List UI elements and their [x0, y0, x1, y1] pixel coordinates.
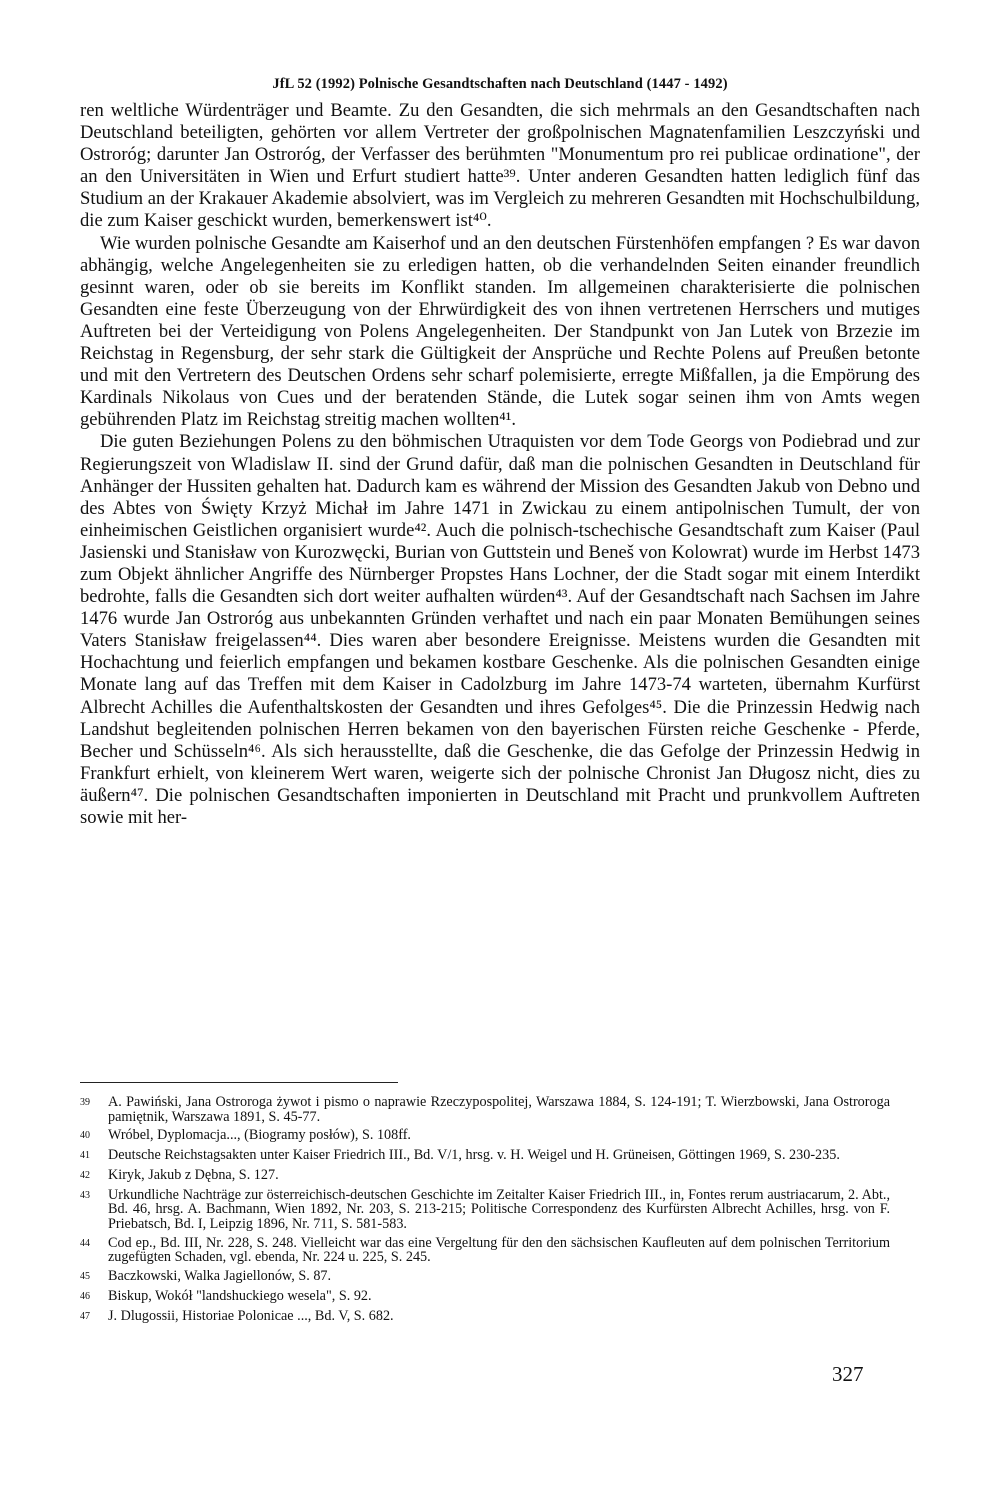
footnote	[80, 1128, 890, 1144]
footnote-text: Urkundliche Nachträge zur österreichisch-deutschen Geschichte im Zeitalter Kaiser Friedrich III., in, Fontes rerum austriacarum, 2. Abt., Bd. 46, hrsg. A. Bachmann, Wien 1892, Nr. 203, S. 213-215; Politische Correspondenz des Kurfürsten Albrecht Achilles, hrsg. von F. Priebatsch, Bd. I, Leipzig 1896, Nr. 711, S. 581-583.	[108, 1186, 890, 1232]
footnote-number: 41	[80, 1150, 90, 1162]
footnote	[80, 1188, 890, 1232]
footnote	[80, 1269, 890, 1285]
footnote	[80, 1289, 890, 1305]
footnote-separator	[80, 1082, 398, 1083]
footnote-number: 47	[80, 1310, 90, 1322]
footnote-number: 39	[80, 1097, 90, 1108]
footnote-text: Kiryk, Jakub z Dębna, S. 127.	[108, 1166, 279, 1183]
footnote-number: 44	[80, 1237, 90, 1249]
footnote	[80, 1236, 890, 1265]
footnote	[80, 1168, 890, 1184]
footnote-number: 46	[80, 1290, 90, 1302]
footnote-text: J. Dlugossii, Historiae Polonicae ..., Bd. V, S. 682.	[108, 1307, 394, 1324]
footnote	[80, 1095, 890, 1124]
footnote-text: Deutsche Reichstagsakten unter Kaiser Friedrich III., Bd. V/1, hrsg. v. H. Weigel und H. Grüneisen, Göttingen 1969, S. 230-235.	[108, 1147, 840, 1164]
main-text	[80, 100, 920, 829]
footnote-text: Baczkowski, Walka Jagiellonów, S. 87.	[108, 1268, 332, 1285]
footnote-text: Wróbel, Dyplomacja..., (Biogramy posłów), S. 108ff.	[108, 1127, 411, 1144]
paragraph: ren weltliche Würdenträger und Beamte. Zu den Gesandten, die sich mehrmals an den Gesandtschaften nach Deutschland beteiligten, gehörten vor allem Vertreter der großpolnischen Magnatenfamilien Leszczyński und Ostroróg; darunter Jan Ostroróg, der Verfasser des berühmten "Monumentum pro rei publicae ordinatione", der an den Universitäten in Wien und Erfurt studiert hatte³⁹. Unter anderen Gesandten hatten lediglich fünf das Studium an der Krakauer Akademie absolviert, was im Vergleich zu mehreren Gesandten mit Hochschulbildung, die zum Kaiser geschickt wurden, bemerkenswert ist⁴⁰.	[80, 100, 920, 232]
footnote	[80, 1148, 890, 1164]
footnotes	[80, 1095, 890, 1328]
paragraph: Wie wurden polnische Gesandte am Kaiserhof und an den deutschen Fürstenhöfen empfangen ? Es war davon abhängig, welche Angelegenheiten sie zu erledigen hatten, ob die verhandelnden Seiten einander freundlich gesinnt waren, oder ob sie bereits im Konflikt standen. Im allgemeinen charakterisierte die polnischen Gesandten eine feste Überzeugung von der Ehrwürdigkeit des von ihnen vertretenen Herrschers und mutiges Auftreten bei der Verteidigung von Polens Angelegenheiten. Der Standpunkt von Jan Lutek von Brzezie im Reichstag in Regensburg, der sehr stark die Gültigkeit der Ansprüche und Rechte Polens auf Preußen betonte und mit den Vertretern des Deutschen Ordens sehr scharf polemisierte, erregte Mißfallen, ja die Empörung des Kardinals Nikolaus von Cues und der beratenden Stände, die Lutek sogar seinen ihm von Amts wegen gebührenden Platz im Reichstag streitig machen wollten⁴¹.	[80, 232, 920, 431]
running-head: JfL 52 (1992) Polnische Gesandtschaften nach Deutschland (1447 - 1492)	[272, 76, 728, 92]
paragraph: Die guten Beziehungen Polens zu den böhmischen Utraquisten vor dem Tode Georgs von Podiebrad und zur Regierungszeit von Wladislaw II. sind der Grund dafür, daß man die polnischen Gesandten in Deutschland für Anhänger der Hussiten gehalten hat. Dadurch kam es während der Mission des Gesandten Jakub von Debno und des Abtes von Święty Krzyż Michał im Jahre 1471 in Zwickau zu einem antipolnischen Tumult, der von einheimischen Geistlichen organisiert wurde⁴². Auch die polnisch-tschechische Gesandtschaft zum Kaiser (Paul Jasienski und Stanisław von Kurozwęcki, Burian von Guttstein und Beneš von Kolowrat) wurde im Herbst 1473 zum Objekt ähnlicher Angriffe des Nürnberger Propstes Hans Lochner, der die Stadt sogar mit einem Interdikt bedrohte, falls die Gesandten sich dort weiter aufhalten würden⁴³. Auf der Gesandtschaft nach Sachsen im Jahre 1476 wurde Jan Ostroróg aus unbekannten Gründen verhaftet und nach ein paar Monaten Bemühungen seines Vaters Stanisław freigelassen⁴⁴. Dies waren aber besondere Ereignisse. Meistens wurden die Gesandten mit Hochachtung und feierlich empfangen und bekamen kostbare Geschenke. Als die polnischen Gesandten einige Monate lang auf das Treffen mit dem Kaiser in Cadolzburg im Jahre 1473-74 warteten, übernahm Kurfürst Albrecht Achilles die Aufenthaltskosten der Gesandten und ihres Gefolges⁴⁵. Die die Prinzessin Hedwig nach Landshut begleitenden polnischen Herren bekamen von den bayerischen Fürsten reiche Geschenke - Pferde, Becher und Schüsseln⁴⁶. Als sich herausstellte, daß die Geschenke, die das Gefolge der Prinzessin Hedwig in Frankfurt erhielt, von kleinerem Wert waren, weigerte sich der polnische Chronist Jan Długosz nicht, dies zu äußern⁴⁷. Die polnischen Gesandtschaften imponierten in Deutschland mit Pracht und prunkvollem Auftreten sowie mit her-	[80, 431, 920, 828]
footnote-number: 45	[80, 1271, 90, 1283]
footnote-number: 43	[80, 1189, 90, 1201]
footnote	[80, 1309, 890, 1325]
page-number: 327	[832, 1362, 864, 1386]
footnote-number: 42	[80, 1169, 90, 1181]
footnote-text: Cod ep., Bd. III, Nr. 228, S. 248. Vielleicht war das eine Vergeltung für den den sächsischen Kaufleuten auf dem polnischen Territorium zugefügten Schaden, vgl. ebenda, Nr. 224 u. 225, S. 245.	[108, 1234, 890, 1266]
footnote-text: A. Pawiński, Jana Ostroroga żywot i pismo o naprawie Rzeczypospolitej, Warszawa 1884, S. 124-191; T. Wierzbowski, Jana Ostroroga pamiętnik, Warszawa 1891, S. 45-77.	[108, 1094, 890, 1125]
footnote-text: Biskup, Wokół "landshuckiego wesela", S. 92.	[108, 1287, 372, 1304]
footnote-number: 40	[80, 1130, 90, 1142]
